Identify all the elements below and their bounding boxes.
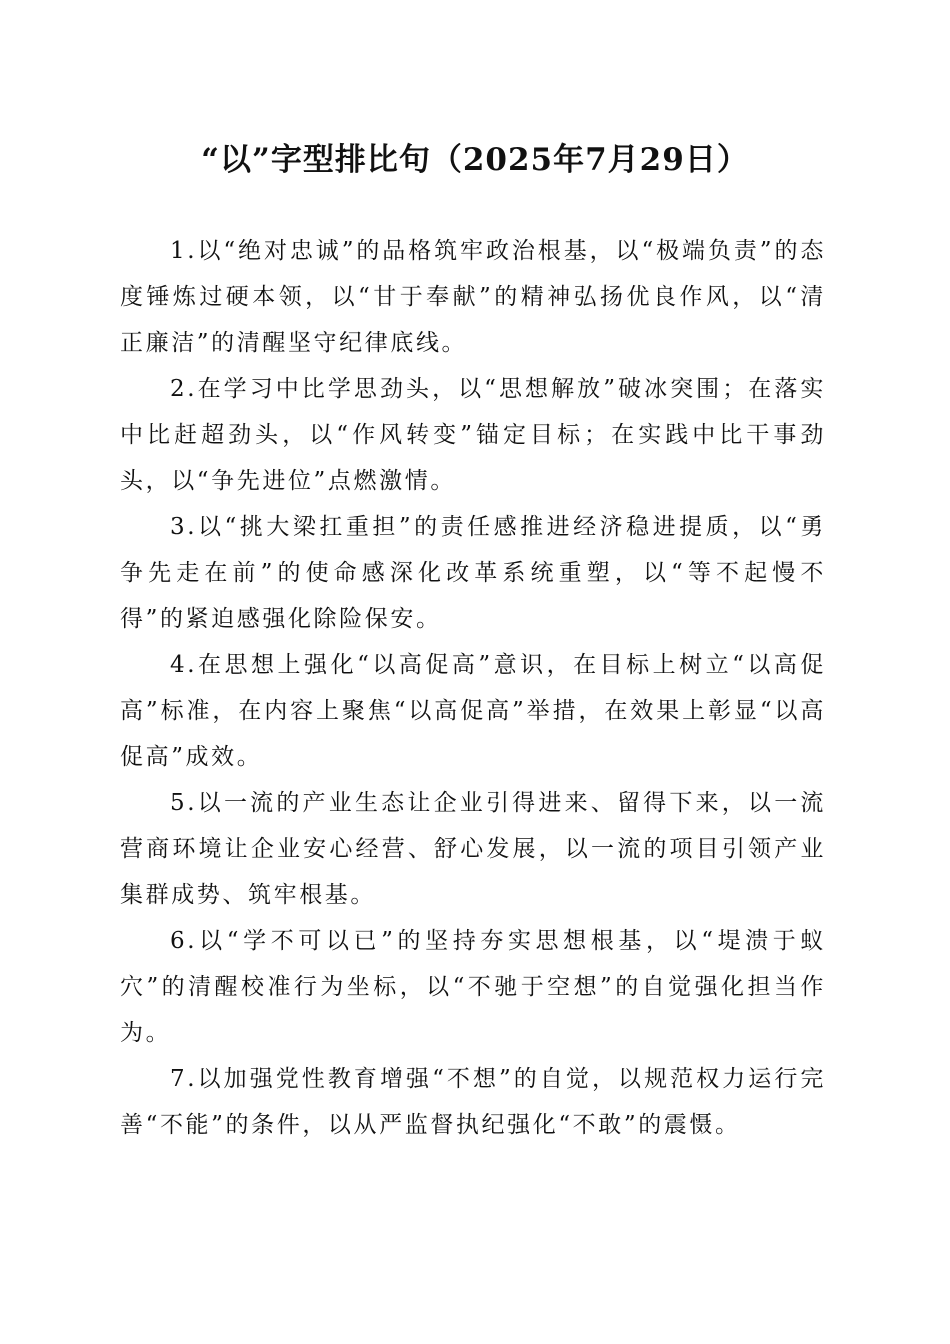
paragraph-3: 3.以“挑大梁扛重担”的责任感推进经济稳进提质，以“勇争先走在前”的使命感深化改革系统重塑，以“等不起慢不得”的紧迫感强化除险保安。	[120, 514, 826, 632]
document-body	[120, 228, 826, 1148]
paragraph-6: 6.以“学不可以已”的坚持夯实思想根基，以“堤溃于蚁穴”的清醒校准行为坐标，以“不驰于空想”的自觉强化担当作为。	[120, 928, 826, 1046]
paragraph-4: 4.在思想上强化“以高促高”意识，在目标上树立“以高促高”标准，在内容上聚焦“以高促高”举措，在效果上彰显“以高促高”成效。	[120, 652, 826, 770]
paragraph-7: 7.以加强党性教育增强“不想”的自觉，以规范权力运行完善“不能”的条件，以从严监督执纪强化“不敢”的震慑。	[120, 1066, 826, 1138]
document-title: “以”字型排比句（2025年7月29日）	[201, 142, 749, 178]
paragraph-2: 2.在学习中比学思劲头，以“思想解放”破冰突围；在落实中比赶超劲头，以“作风转变”锚定目标；在实践中比干事劲头，以“争先进位”点燃激情。	[120, 376, 826, 494]
paragraph-1: 1.以“绝对忠诚”的品格筑牢政治根基，以“极端负责”的态度锤炼过硬本领，以“甘于奉献”的精神弘扬优良作风，以“清正廉洁”的清醒坚守纪律底线。	[120, 238, 826, 356]
paragraph-5: 5.以一流的产业生态让企业引得进来、留得下来，以一流营商环境让企业安心经营、舒心发展，以一流的项目引领产业集群成势、筑牢根基。	[120, 790, 826, 908]
